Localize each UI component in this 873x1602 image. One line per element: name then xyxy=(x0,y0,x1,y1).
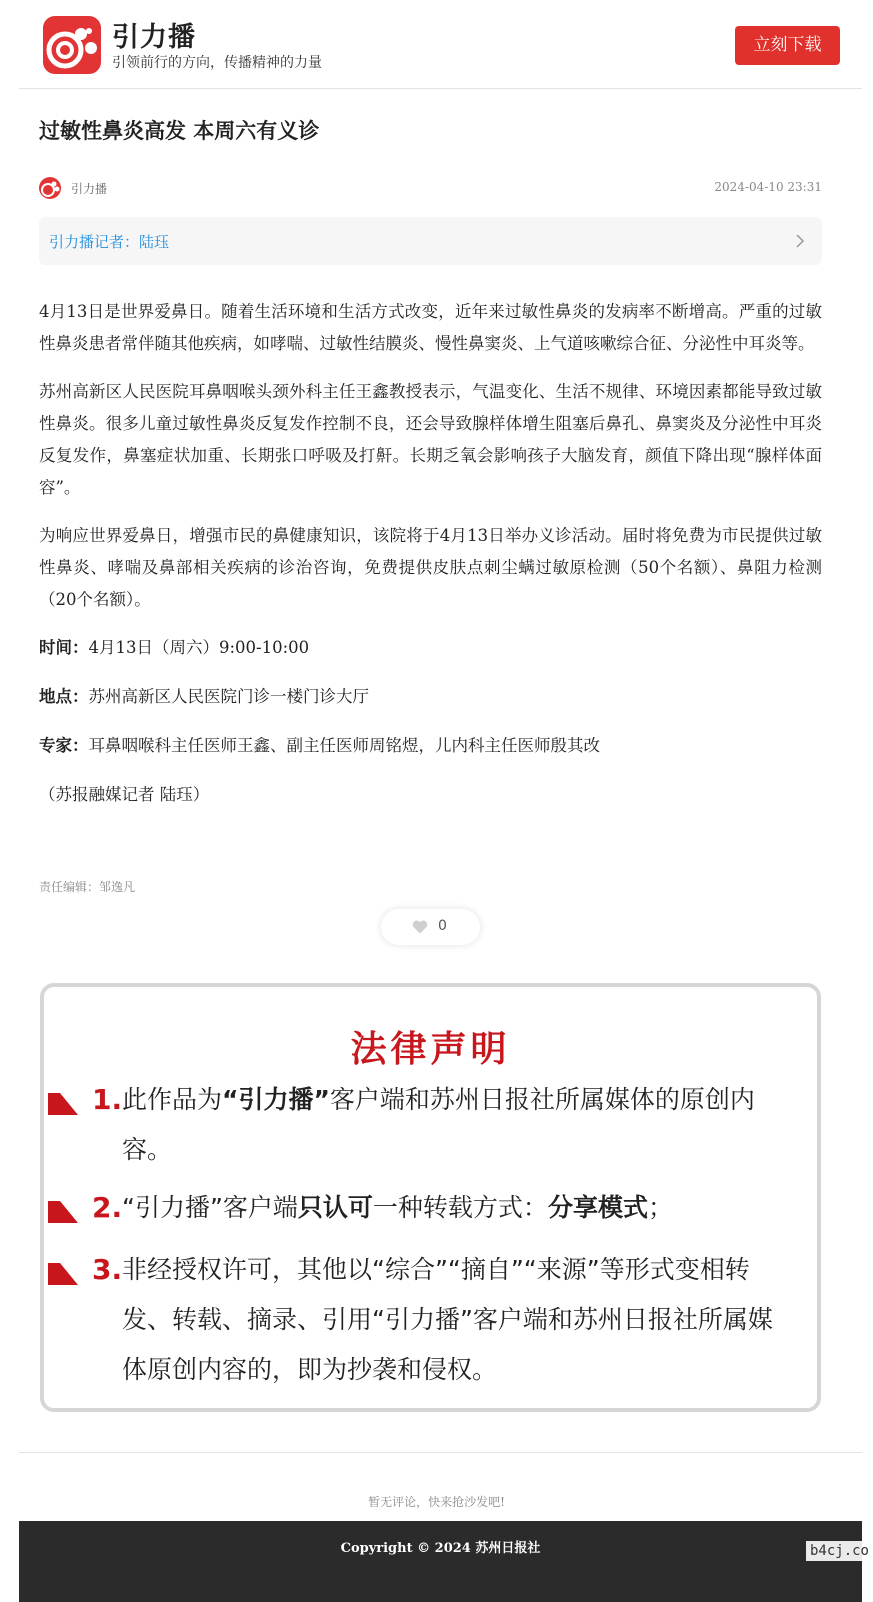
legal-text-part: ； xyxy=(647,1193,673,1222)
legal-item-text xyxy=(122,1183,792,1233)
watermark-text: b4cj.co xyxy=(806,1541,873,1561)
legal-text-bold: 分享模式 xyxy=(547,1193,648,1222)
red-flag-icon xyxy=(48,1093,78,1115)
reporter-bar[interactable] xyxy=(39,217,822,265)
article-byline: （苏报融媒记者 陆珏） xyxy=(39,785,210,804)
legal-item-number: 3. xyxy=(92,1253,123,1286)
article-title: 过敏性鼻炎高发 本周六有义诊 xyxy=(39,119,320,143)
event-experts-value: 耳鼻咽喉科主任医师王鑫、副主任医师周铭煜，儿内科主任医师殷其改 xyxy=(88,736,600,755)
event-place xyxy=(39,681,822,713)
source-avatar-icon xyxy=(39,177,61,199)
legal-text-bold: “引力播” xyxy=(222,1085,330,1114)
like-button[interactable] xyxy=(381,909,480,945)
heart-icon xyxy=(412,920,428,934)
publish-time: 2024-04-10 23:31 xyxy=(714,180,822,194)
brand-name: 引力播 xyxy=(112,22,196,53)
legal-statement-box xyxy=(40,983,821,1412)
event-place-label: 地点： xyxy=(39,687,89,706)
no-comment-text: 暂无评论，快来抢沙发吧! xyxy=(368,1495,505,1509)
event-time-value: 4月13日（周六）9:00-10:00 xyxy=(88,638,310,657)
article-body xyxy=(39,296,822,828)
source-name: 引力播 xyxy=(71,182,108,196)
comments-divider xyxy=(19,1452,862,1453)
legal-text-bold: 只认可 xyxy=(297,1193,373,1222)
legal-text-part: 此作品为 xyxy=(122,1085,223,1114)
red-flag-icon xyxy=(48,1201,78,1223)
brand-slogan: 引领前行的方向，传播精神的力量 xyxy=(112,55,322,71)
legal-text-part: 一种转载方式： xyxy=(372,1193,548,1222)
legal-text-part: “引力播”客户端 xyxy=(122,1193,298,1222)
like-count: 0 xyxy=(438,918,447,934)
article-paragraph: 4月13日是世界爱鼻日。随着生活环境和生活方式改变，近年来过敏性鼻炎的发病率不断增高。严重的过敏性鼻炎患者常伴随其他疾病，如哮喘、过敏性结膜炎、慢性鼻窦炎、上气道咳嗽综合征、分泌性中耳炎等。 xyxy=(39,302,822,353)
legal-item-text xyxy=(122,1075,792,1175)
legal-item-number: 2. xyxy=(92,1191,123,1224)
article-paragraph: 为响应世界爱鼻日，增强市民的鼻健康知识，该院将于4月13日举办义诊活动。届时将免费为市民提供过敏性鼻炎、哮喘及鼻部相关疾病的诊治咨询，免费提供皮肤点刺尘螨过敏原检测（50个名额）、鼻阻力检测（20个名额）。 xyxy=(39,526,822,609)
legal-item-number: 1. xyxy=(92,1083,123,1116)
article-paragraph: 苏州高新区人民医院耳鼻咽喉头颈外科主任王鑫教授表示，气温变化、生活不规律、环境因素都能导致过敏性鼻炎。很多儿童过敏性鼻炎反复发作控制不良，还会导致腺样体增生阻塞后鼻孔、鼻窦炎及分泌性中耳炎反复发作，鼻塞症状加重、长期张口呼吸及打鼾。长期乏氧会影响孩子大脑发育，颜值下降出现“腺样体面容”。 xyxy=(39,382,822,497)
red-flag-icon xyxy=(48,1263,78,1285)
event-experts xyxy=(39,730,822,762)
legal-item-text: 非经授权许可，其他以“综合”“摘自”“来源”等形式变相转发、转载、摘录、引用“引力播”客户端和苏州日报社所属媒体原创内容的，即为抄袭和侵权。 xyxy=(122,1255,773,1384)
legal-text-part: 客户端和苏州日报社所属媒体的原创内容。 xyxy=(122,1085,755,1164)
responsible-editor: 责任编辑：邹逸凡 xyxy=(39,880,136,894)
download-button[interactable]: 立刻下载 xyxy=(735,26,840,65)
event-experts-label: 专家： xyxy=(39,736,89,755)
event-time-label: 时间： xyxy=(39,638,89,657)
chevron-right-icon xyxy=(792,233,808,249)
yinliobo-logo-icon[interactable] xyxy=(43,16,101,74)
copyright-text: Copyright © 2024 苏州日报社 xyxy=(340,1541,541,1556)
app-header xyxy=(19,0,862,89)
event-time xyxy=(39,632,822,664)
reporter-label: 引力播记者：陆珏 xyxy=(49,233,170,251)
source-row xyxy=(39,177,822,199)
event-place-value: 苏州高新区人民医院门诊一楼门诊大厅 xyxy=(88,687,369,706)
footer xyxy=(19,1521,862,1602)
legal-title: 法律声明 xyxy=(350,1029,511,1070)
